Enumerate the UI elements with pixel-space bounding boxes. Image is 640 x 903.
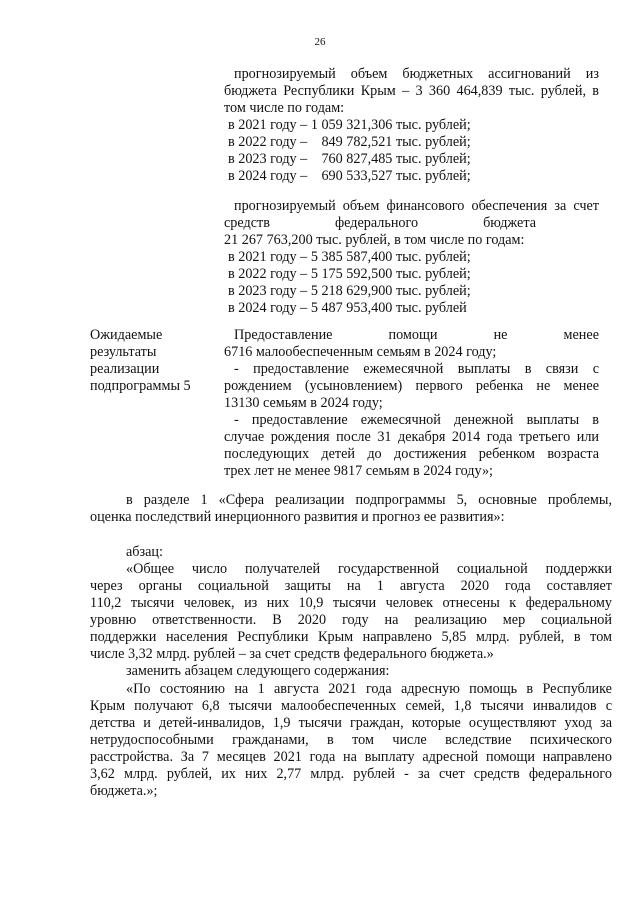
old-paragraph-line-1: «Общее число получателей государственной социальной поддержки: [126, 561, 612, 577]
federal-year-2024: в 2024 году – 5 487 953,400 тыс. рублей: [228, 300, 467, 316]
old-paragraph-line-5: поддержки населения Республики Крым направлено 5,85 млрд. рублей, в том: [90, 629, 612, 645]
results-line-9: трех лет не менее 9817 семьям в 2024 году»;: [224, 463, 493, 479]
new-paragraph-line-1: «По состоянию на 1 августа 2021 года адресную помощь в Республике: [126, 681, 612, 697]
new-paragraph-line-6: 3,62 млрд. рублей, их них 2,77 млрд. рублей - за счет средств федерального: [90, 766, 612, 782]
federal-year-2022: в 2022 году – 5 175 592,500 тыс. рублей;: [228, 266, 471, 282]
federal-year-2021: в 2021 году – 5 385 587,400 тыс. рублей;: [228, 249, 471, 265]
results-line-1: Предоставление помощи не менее: [234, 327, 599, 343]
results-label-2: результаты: [90, 344, 157, 360]
budget-year-2021: в 2021 году – 1 059 321,306 тыс. рублей;: [228, 117, 471, 133]
new-paragraph-line-4: нетрудоспособными гражданами, в том числе вследствие психического: [90, 732, 612, 748]
abzac-label: абзац:: [126, 544, 163, 560]
results-label-1: Ожидаемые: [90, 327, 163, 343]
federal-year-2023: в 2023 году – 5 218 629,900 тыс. рублей;: [228, 283, 471, 299]
results-line-3: - предоставление ежемесячной выплаты в связи с: [234, 361, 599, 377]
federal-line-1: прогнозируемый объем финансового обеспечения за счет: [234, 198, 599, 214]
results-line-6: - предоставление ежемесячной денежной выплаты в: [234, 412, 599, 428]
old-paragraph-line-2: через органы социальной защиты на 1 августа 2020 года составляет: [90, 578, 612, 594]
results-line-7: случае рождения после 31 декабря 2014 года третьего или: [224, 429, 599, 445]
results-line-2: 6716 малообеспеченным семьям в 2024 году;: [224, 344, 497, 360]
federal-line-3: 21 267 763,200 тыс. рублей, в том числе по годам:: [224, 232, 525, 248]
old-paragraph-line-3: 110,2 тысячи человек, из них 10,9 тысячи человек отнесены к федеральному: [90, 595, 612, 611]
new-paragraph-line-2: Крым получают 6,8 тысячи малообеспеченных семей, 1,8 тысячи инвалидов с: [90, 698, 612, 714]
old-paragraph-line-6: числе 3,32 млрд. рублей – за счет средств федерального бюджета.»: [90, 646, 494, 662]
budget-line-3: том числе по годам:: [224, 100, 345, 116]
results-label-3: реализации: [90, 361, 160, 377]
new-paragraph-line-3: детства и детей-инвалидов, 1,9 тысячи граждан, которые осуществляют уход за: [90, 715, 612, 731]
section-intro-line-1: в разделе 1 «Сфера реализации подпрограммы 5, основные проблемы,: [126, 492, 612, 508]
new-paragraph-line-5: расстройства. За 7 месяцев 2021 года на выплату адресной помощи направлено: [90, 749, 612, 765]
results-line-4: рождением (усыновлением) первого ребенка не менее: [224, 378, 599, 394]
federal-line-2: средств федерального бюджета: [224, 215, 536, 231]
new-paragraph-line-7: бюджета.»;: [90, 783, 158, 799]
results-line-8: последующих детей до достижения ребенком возраста: [224, 446, 599, 462]
replace-label: заменить абзацем следующего содержания:: [126, 663, 390, 679]
budget-year-2024: в 2024 году – 690 533,527 тыс. рублей;: [228, 168, 471, 184]
budget-line-2: бюджета Республики Крым – 3 360 464,839 тыс. рублей, в: [224, 83, 599, 99]
budget-line-1: прогнозируемый объем бюджетных ассигнований из: [234, 66, 599, 82]
old-paragraph-line-4: уровню ответственности. В 2020 году на реализацию мер социальной: [90, 612, 612, 628]
results-label-4: подпрограммы 5: [90, 378, 191, 394]
results-line-5: 13130 семьям в 2024 году;: [224, 395, 383, 411]
section-intro-line-2: оценка последствий инерционного развития и прогноз ее развития»:: [90, 509, 505, 525]
budget-year-2022: в 2022 году – 849 782,521 тыс. рублей;: [228, 134, 471, 150]
budget-year-2023: в 2023 году – 760 827,485 тыс. рублей;: [228, 151, 471, 167]
page-number: 26: [314, 36, 326, 48]
